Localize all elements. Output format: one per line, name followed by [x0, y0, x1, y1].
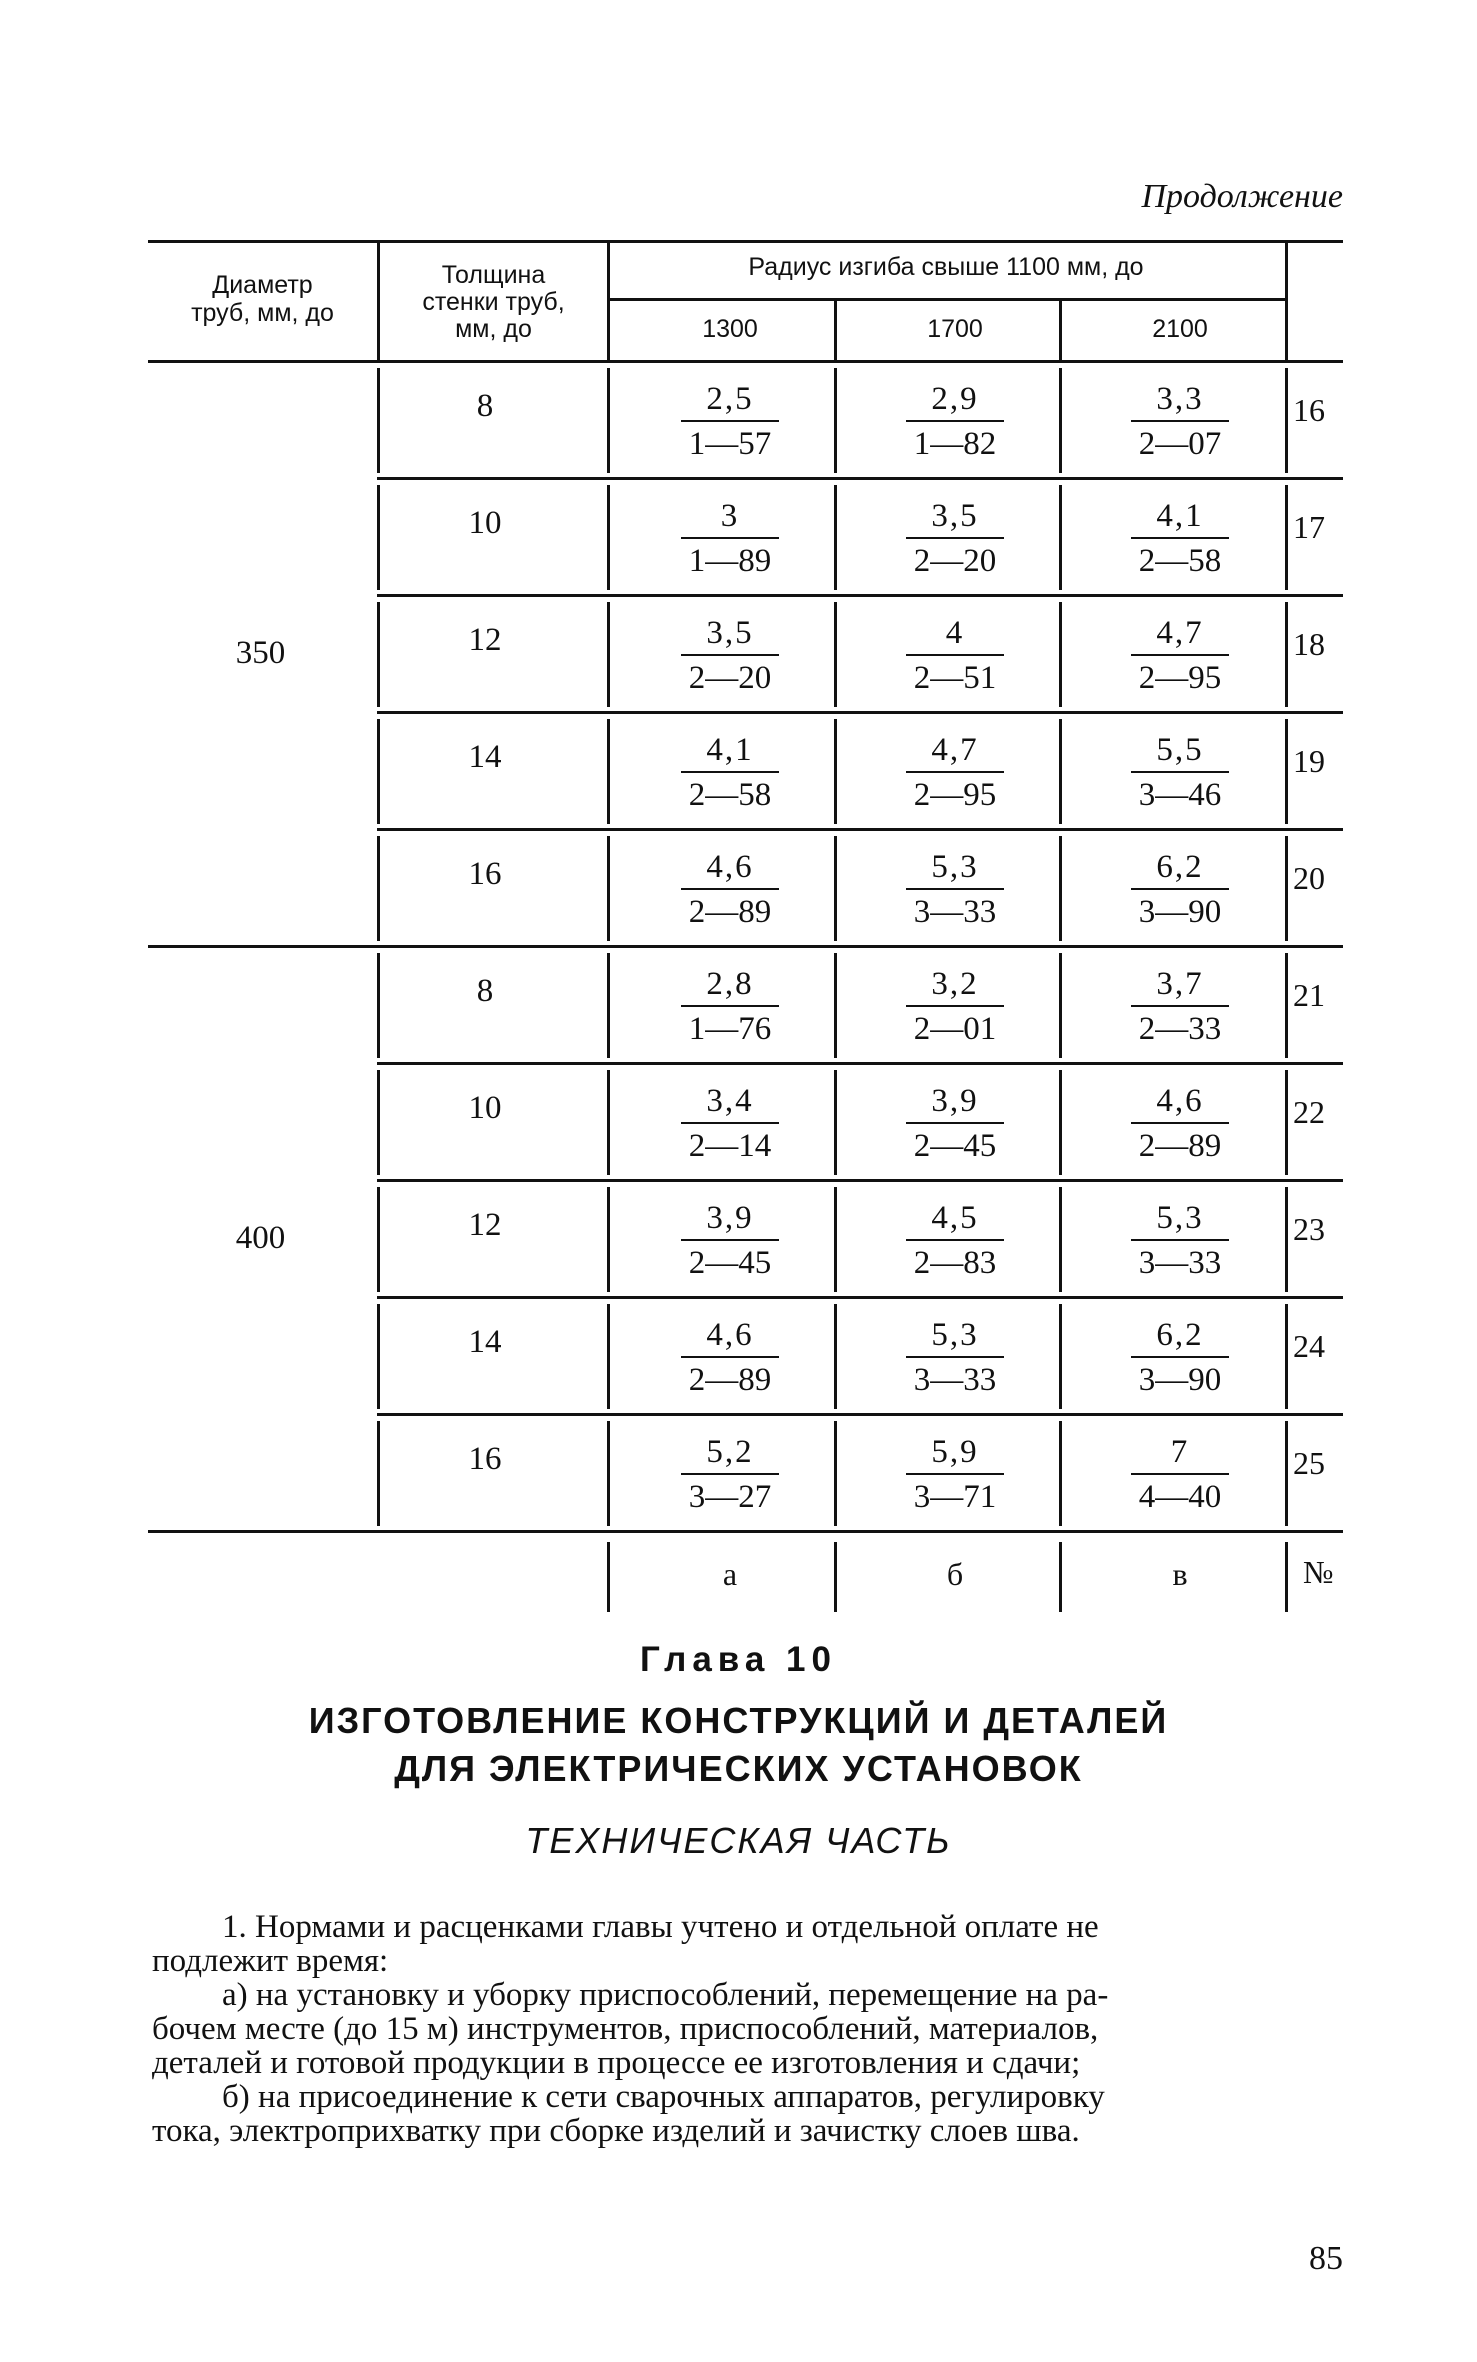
norm-cell	[880, 495, 1030, 583]
column-letter: а	[722, 1556, 738, 1592]
norm-cell	[880, 1314, 1030, 1402]
labor-norm: 3,3	[1156, 381, 1204, 417]
row-rule	[377, 1179, 1343, 1182]
paragraph-line: 1. Нормами и расценками главы учтено и отдельной оплате не	[222, 1909, 1099, 1945]
thickness-value: 16	[468, 1441, 502, 1477]
chapter-heading: Глава 10	[640, 1640, 837, 1679]
row-divider	[1285, 1421, 1288, 1526]
norm-cell	[655, 1431, 805, 1519]
header-divider	[834, 298, 837, 360]
footer-divider	[607, 1542, 610, 1612]
row-divider	[607, 1070, 610, 1175]
row-rule	[377, 1296, 1343, 1299]
thickness-value: 10	[468, 505, 502, 541]
labor-norm: 4	[945, 615, 965, 651]
row-rule	[377, 1413, 1343, 1416]
norm-cell	[655, 378, 805, 466]
row-divider	[1059, 1070, 1062, 1175]
norm-cell	[1105, 378, 1255, 466]
row-divider	[607, 485, 610, 590]
row-number: 22	[1293, 1094, 1325, 1130]
thickness-value: 10	[468, 1090, 502, 1126]
header-diameter: труб, мм, до	[191, 299, 334, 327]
paragraph-line: подлежит время:	[152, 1943, 389, 1979]
thickness-value: 16	[468, 856, 502, 892]
footer-divider	[1285, 1542, 1288, 1612]
row-divider	[377, 602, 380, 707]
paragraph-line: деталей и готовой продукции в процессе ее изготовления и сдачи;	[152, 2045, 1081, 2081]
norm-cell	[655, 495, 805, 583]
row-divider	[834, 485, 837, 590]
price-value: 2—20	[688, 660, 772, 696]
price-value: 1—82	[913, 426, 997, 462]
price-value: 2—45	[688, 1245, 772, 1281]
row-divider	[377, 1070, 380, 1175]
row-divider	[1059, 1304, 1062, 1409]
labor-norm: 4,1	[706, 732, 754, 768]
price-value: 2—45	[913, 1128, 997, 1164]
thickness-value: 8	[476, 388, 494, 424]
row-divider	[1059, 1187, 1062, 1292]
row-divider	[834, 1304, 837, 1409]
price-value: 1—57	[688, 426, 772, 462]
paragraph-line: б) на присоединение к сети сварочных аппаратов, регулировку	[222, 2079, 1105, 2115]
price-value: 3—33	[1138, 1245, 1222, 1281]
price-value: 3—33	[913, 894, 997, 930]
price-value: 2—51	[913, 660, 997, 696]
labor-norm: 4,7	[1156, 615, 1204, 651]
section-heading: ТЕХНИЧЕСКАЯ ЧАСТЬ	[525, 1820, 952, 1861]
thickness-value: 14	[468, 739, 502, 775]
labor-norm: 4,5	[931, 1200, 979, 1236]
row-divider	[834, 953, 837, 1058]
labor-norm: 5,3	[931, 849, 979, 885]
norm-cell	[880, 1431, 1030, 1519]
price-value: 3—71	[913, 1479, 997, 1515]
diameter-value: 350	[235, 634, 286, 671]
thickness-value: 8	[476, 973, 494, 1009]
row-divider	[377, 1421, 380, 1526]
norm-cell	[1105, 1314, 1255, 1402]
row-rule	[377, 477, 1343, 480]
price-value: 2—58	[1138, 543, 1222, 579]
row-divider	[834, 368, 837, 473]
header-thickness: Толщина	[441, 261, 546, 289]
row-divider	[377, 953, 380, 1058]
row-divider	[607, 1304, 610, 1409]
labor-norm: 6,2	[1156, 1317, 1204, 1353]
labor-norm: 5,5	[1156, 732, 1204, 768]
price-value: 3—90	[1138, 1362, 1222, 1398]
labor-norm: 3,5	[706, 615, 754, 651]
row-divider	[1285, 953, 1288, 1058]
row-divider	[1059, 836, 1062, 941]
labor-norm: 5,3	[1156, 1200, 1204, 1236]
number-sign: №	[1303, 1554, 1334, 1590]
price-value: 2—07	[1138, 426, 1222, 462]
price-value: 1—89	[688, 543, 772, 579]
labor-norm: 3,5	[931, 498, 979, 534]
norm-cell	[1105, 1197, 1255, 1285]
row-divider	[377, 485, 380, 590]
norm-cell	[655, 612, 805, 700]
thickness-value: 12	[468, 622, 502, 658]
norm-cell	[655, 1197, 805, 1285]
row-number: 23	[1293, 1211, 1325, 1247]
footer-divider	[834, 1542, 837, 1612]
norm-cell	[880, 729, 1030, 817]
row-rule	[377, 594, 1343, 597]
labor-norm: 3,7	[1156, 966, 1204, 1002]
price-value: 2—89	[688, 894, 772, 930]
norm-cell	[655, 846, 805, 934]
price-value: 2—14	[688, 1128, 772, 1164]
header-thickness: мм, до	[455, 315, 532, 343]
row-divider	[607, 602, 610, 707]
row-divider	[1059, 602, 1062, 707]
row-number: 16	[1293, 392, 1325, 428]
paragraph-line: тока, электроприхватку при сборке изделий и зачистку слоев шва.	[152, 2113, 1080, 2149]
price-value: 3—46	[1138, 777, 1222, 813]
continuation-note: Продолжение	[1141, 178, 1343, 215]
row-divider	[1285, 485, 1288, 590]
header-divider	[1059, 298, 1062, 360]
row-divider	[1285, 1187, 1288, 1292]
row-divider	[607, 836, 610, 941]
norm-cell	[1105, 1080, 1255, 1168]
price-value: 2—83	[913, 1245, 997, 1281]
radius-group-rule	[610, 298, 1285, 301]
norm-cell	[880, 1080, 1030, 1168]
row-divider	[1285, 1304, 1288, 1409]
price-value: 1—76	[688, 1011, 772, 1047]
price-value: 3—27	[688, 1479, 772, 1515]
header-diameter: Диаметр	[212, 271, 313, 299]
row-divider	[1059, 485, 1062, 590]
labor-norm: 5,3	[931, 1317, 979, 1353]
labor-norm: 3	[720, 498, 740, 534]
row-rule	[377, 711, 1343, 714]
paragraph-line: бочем месте (до 15 м) инструментов, приспособлений, материалов,	[152, 2011, 1099, 2047]
norm-cell	[655, 729, 805, 817]
labor-norm: 4,1	[1156, 498, 1204, 534]
row-divider	[607, 1187, 610, 1292]
diameter-value: 400	[235, 1219, 286, 1256]
norm-cell	[1105, 612, 1255, 700]
labor-norm: 4,6	[1156, 1083, 1204, 1119]
norm-cell	[655, 963, 805, 1051]
price-value: 2—89	[688, 1362, 772, 1398]
row-divider	[377, 1304, 380, 1409]
paragraph-line: а) на установку и уборку приспособлений, перемещение на ра-	[222, 1977, 1109, 2013]
norm-cell	[880, 378, 1030, 466]
row-rule	[377, 1062, 1343, 1065]
labor-norm: 3,4	[706, 1083, 754, 1119]
labor-norm: 4,6	[706, 849, 754, 885]
labor-norm: 2,9	[931, 381, 979, 417]
norm-cell	[880, 612, 1030, 700]
row-number: 20	[1293, 860, 1325, 896]
thickness-value: 14	[468, 1324, 502, 1360]
price-value: 4—40	[1138, 1479, 1222, 1515]
column-letter: б	[946, 1556, 964, 1592]
header-radius-col: 1700	[927, 315, 983, 343]
page-number: 85	[1309, 2240, 1343, 2277]
norm-cell	[1105, 495, 1255, 583]
column-letter: в	[1172, 1556, 1188, 1592]
row-divider	[1059, 1421, 1062, 1526]
row-divider	[834, 1421, 837, 1526]
row-number: 18	[1293, 626, 1325, 662]
price-value: 2—01	[913, 1011, 997, 1047]
labor-norm: 3,9	[706, 1200, 754, 1236]
row-divider	[1285, 368, 1288, 473]
row-divider	[607, 953, 610, 1058]
row-divider	[834, 1070, 837, 1175]
norm-cell	[880, 963, 1030, 1051]
row-divider	[1059, 953, 1062, 1058]
norm-cell	[1105, 846, 1255, 934]
price-value: 2—95	[1138, 660, 1222, 696]
row-rule	[377, 828, 1343, 831]
labor-norm: 7	[1170, 1434, 1190, 1470]
row-divider	[1285, 719, 1288, 824]
group-rule	[148, 1530, 1343, 1533]
row-divider	[1285, 836, 1288, 941]
row-divider	[607, 1421, 610, 1526]
labor-norm: 3,2	[931, 966, 979, 1002]
row-divider	[1059, 719, 1062, 824]
price-value: 2—33	[1138, 1011, 1222, 1047]
labor-norm: 4,7	[931, 732, 979, 768]
price-value: 2—20	[913, 543, 997, 579]
header-radius-group: Радиус изгиба свыше 1100 мм, до	[748, 253, 1144, 281]
row-number: 25	[1293, 1445, 1325, 1481]
header-divider	[1285, 240, 1288, 360]
row-divider	[1285, 1070, 1288, 1175]
row-number: 19	[1293, 743, 1325, 779]
labor-norm: 5,9	[931, 1434, 979, 1470]
labor-norm: 4,6	[706, 1317, 754, 1353]
row-divider	[834, 1187, 837, 1292]
norm-cell	[655, 1314, 805, 1402]
group-rule	[148, 945, 1343, 948]
footer-divider	[1059, 1542, 1062, 1612]
norm-cell	[655, 1080, 805, 1168]
header-radius-col: 1300	[702, 315, 758, 343]
row-divider	[377, 368, 380, 473]
table-top-rule	[148, 240, 1343, 243]
labor-norm: 2,8	[706, 966, 754, 1002]
norm-cell	[1105, 963, 1255, 1051]
header-radius-col: 2100	[1152, 315, 1208, 343]
row-divider	[1285, 602, 1288, 707]
row-divider	[607, 368, 610, 473]
row-number: 17	[1293, 509, 1325, 545]
labor-norm: 3,9	[931, 1083, 979, 1119]
row-divider	[834, 719, 837, 824]
norm-cell	[1105, 1431, 1255, 1519]
price-value: 3—33	[913, 1362, 997, 1398]
row-divider	[1059, 368, 1062, 473]
norm-cell	[880, 1197, 1030, 1285]
price-value: 2—58	[688, 777, 772, 813]
header-bottom-rule	[148, 360, 1343, 363]
labor-norm: 5,2	[706, 1434, 754, 1470]
chapter-title-line-1: ИЗГОТОВЛЕНИЕ КОНСТРУКЦИЙ И ДЕТАЛЕЙ	[308, 1700, 1169, 1741]
thickness-value: 12	[468, 1207, 502, 1243]
price-value: 2—95	[913, 777, 997, 813]
row-divider	[607, 719, 610, 824]
norm-cell	[880, 846, 1030, 934]
norm-cell	[1105, 729, 1255, 817]
row-divider	[377, 1187, 380, 1292]
row-divider	[834, 836, 837, 941]
labor-norm: 6,2	[1156, 849, 1204, 885]
price-value: 3—90	[1138, 894, 1222, 930]
row-number: 24	[1293, 1328, 1325, 1364]
row-divider	[377, 836, 380, 941]
row-divider	[377, 719, 380, 824]
labor-norm: 2,5	[706, 381, 754, 417]
chapter-title-line-2: ДЛЯ ЭЛЕКТРИЧЕСКИХ УСТАНОВОК	[394, 1748, 1083, 1789]
price-value: 2—89	[1138, 1128, 1222, 1164]
header-thickness: стенки труб,	[422, 288, 565, 316]
paragraph	[152, 1910, 1342, 2148]
row-divider	[834, 602, 837, 707]
row-number: 21	[1293, 977, 1325, 1013]
